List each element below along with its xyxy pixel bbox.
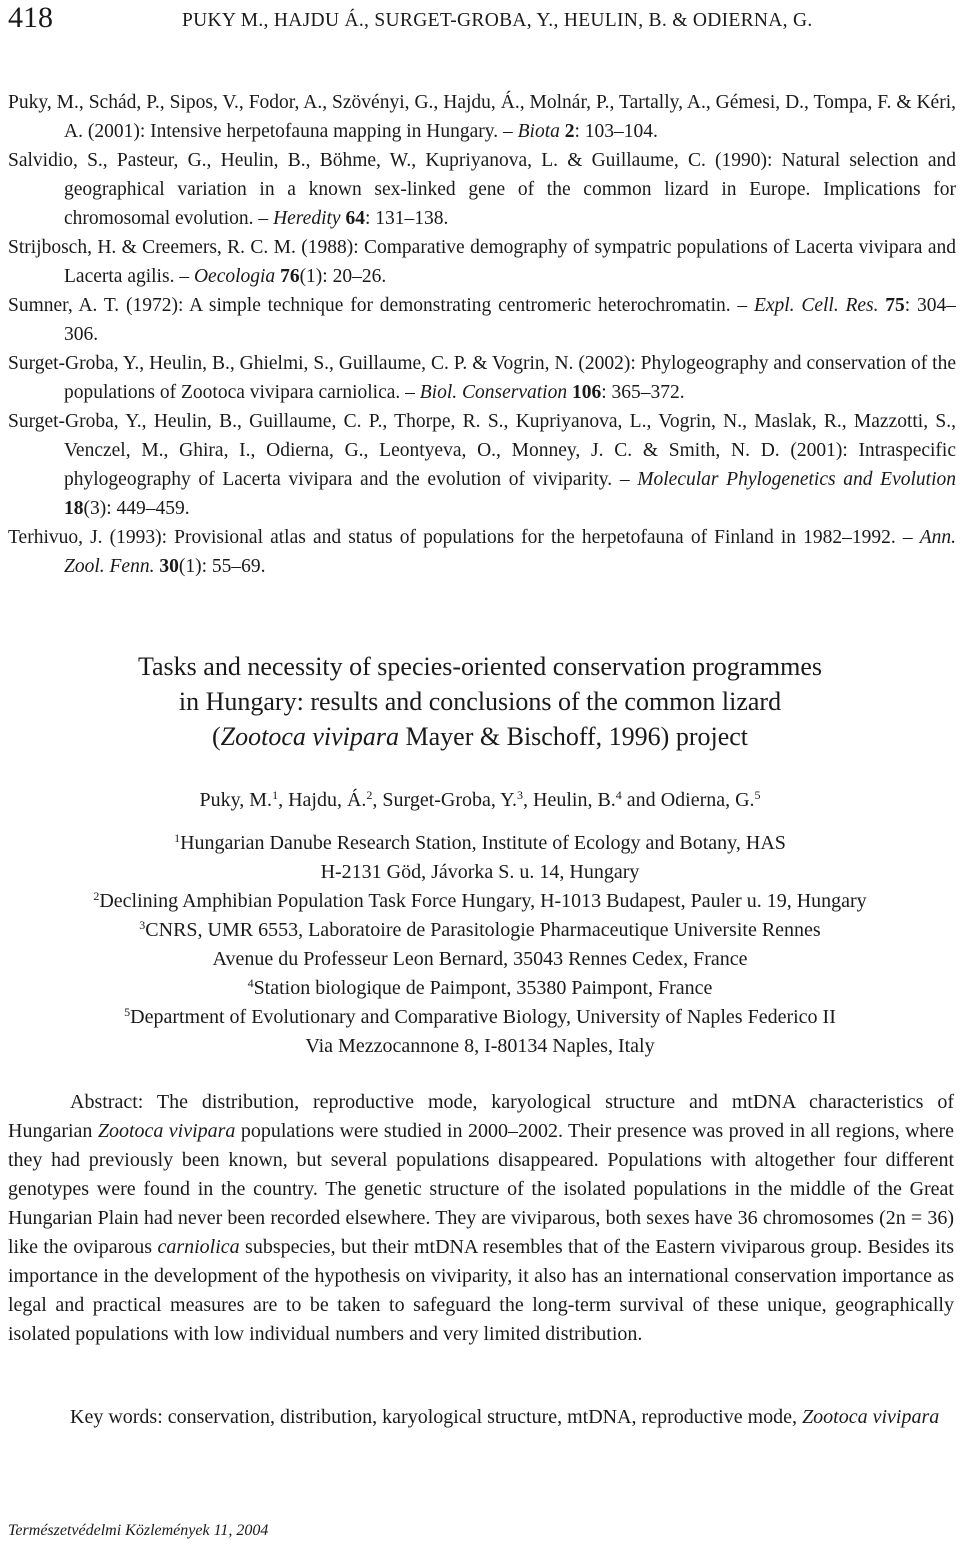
reference-authors: Salvidio, S., Pasteur, G., Heulin, B., Böhme, W., Kupriyanova, L. & Guillaume, C. (1990): Natural selection and geographical variation in a known sex-linked gene of the common lizard in Europe. Implications for chromosomal evolution. –	[8, 150, 956, 229]
running-head: PUKY M., HAJDU Á., SURGET-GROBA, Y., HEULIN, B. & ODIERNA, G.	[182, 10, 813, 31]
reference-authors: Sumner, A. T. (1972): A simple technique for demonstrating centromeric heterochromatin. –	[8, 295, 754, 316]
reference-pages: (1): 55–69.	[178, 556, 266, 577]
reference-journal: Biol. Conservation	[419, 382, 568, 403]
reference-journal: Ann. Zool. Fenn.	[64, 527, 956, 577]
reference-pages: (3): 449–459.	[83, 498, 190, 519]
author-separator: and	[621, 789, 661, 811]
reference-journal: Biota	[517, 121, 560, 142]
author-separator: ,	[278, 789, 289, 811]
author-name: Surget-Groba, Y.	[382, 789, 518, 811]
reference-journal: Expl. Cell. Res.	[753, 295, 879, 316]
affiliation-text: CNRS, UMR 6553, Laboratoire de Parasitologie Pharmaceutique Universite Rennes	[145, 919, 821, 941]
abstract	[8, 1088, 954, 1349]
affiliation-line	[0, 974, 960, 1003]
reference-list	[8, 88, 956, 581]
affiliation-marker: 1	[174, 831, 181, 845]
reference-journal: Molecular Phylogenetics and Evolution	[637, 469, 957, 490]
reference-volume: 76	[280, 266, 300, 287]
reference-item	[8, 407, 956, 523]
reference-authors: Surget-Groba, Y., Heulin, B., Ghielmi, S., Guillaume, C. P. & Vogrin, N. (2002): Phylogeography and conservation of the populations of Zootoca vivipara carniolica. –	[8, 353, 956, 403]
title-line: in Hungary: results and conclusions of the common lizard	[178, 687, 782, 716]
reference-item	[8, 349, 956, 407]
title-line	[0, 719, 960, 754]
author-name: Puky, M.	[199, 789, 273, 811]
author-affiliation-marker: 2	[366, 788, 373, 802]
affiliation-line	[0, 887, 960, 916]
title-species: Zootoca vivipara	[220, 722, 400, 751]
reference-item	[8, 291, 956, 349]
reference-authors: Strijbosch, H. & Creemers, R. C. M. (1988): Comparative demography of sympatric populations of Lacerta vivipara and Lacerta agilis. –	[8, 237, 956, 287]
title-line: Tasks and necessity of species-oriented conservation programmes	[137, 652, 823, 681]
author-name: Heulin, B.	[533, 789, 616, 811]
abstract-text: subspecies, but their mtDNA resembles that of the Eastern viviparous group. Besides its importance in the development of the hypothesis on viviparity, it also has an international conservation importance as legal and practical measures are to be taken to safeguard the long-term survival of these unique, geographically isolated populations with low individual numbers and very limited distribution.	[8, 1236, 954, 1345]
affiliation-line	[0, 1003, 960, 1032]
affiliation-text: Declining Amphibian Population Task Force Hungary, H-1013 Budapest, Pauler u. 19, Hungary	[99, 890, 867, 912]
abstract-text: populations were studied in 2000–2002. Their presence was proved in all regions, where they had previously been known, but several populations disappeared. Populations with altogether four different genotypes were found in the country. The genetic structure of the isolated populations in the middle of the Great Hungarian Plain had never been recorded elsewhere. They are viviparous, both sexes have 36 chromosomes (2n = 36) like the oviparous	[8, 1120, 954, 1258]
affiliation-text: Avenue du Professeur Leon Bernard, 35043 Rennes Cedex, France	[212, 948, 748, 970]
reference-volume: 106	[571, 382, 602, 403]
reference-journal: Heredity	[273, 208, 341, 229]
affiliation-text: Via Mezzocannone 8, I-80134 Naples, Italy	[305, 1035, 655, 1057]
reference-pages: (1): 20–26.	[299, 266, 387, 287]
affiliation-line	[0, 829, 960, 858]
author-affiliation-marker: 3	[517, 788, 524, 802]
author-separator: ,	[523, 789, 534, 811]
reference-pages: : 365–372.	[601, 382, 685, 403]
affiliation-line	[0, 1032, 960, 1061]
keywords	[8, 1403, 954, 1432]
reference-authors: Puky, M., Schád, P., Sipos, V., Fodor, A., Szövényi, G., Hajdu, Á., Molnár, P., Tartally, A., Gémesi, D., Tompa, F. & Kéri, A. (2001): Intensive herpetofauna mapping in Hungary. –	[8, 92, 956, 142]
author-separator: ,	[372, 789, 383, 811]
reference-pages: : 304–306.	[64, 295, 956, 345]
reference-volume: 64	[345, 208, 365, 229]
reference-pages: : 103–104.	[574, 121, 658, 142]
author-affiliation-marker: 1	[272, 788, 279, 802]
author-list	[0, 786, 960, 814]
reference-volume: 2	[564, 121, 575, 142]
affiliation-marker: 2	[93, 889, 100, 903]
keywords-text: Key words: conservation, distribution, karyological structure, mtDNA, reproductive mode,	[70, 1406, 803, 1428]
affiliation-text: Station biologique de Paimpont, 35380 Paimpont, France	[253, 977, 713, 999]
author-name: Odierna, G.	[660, 789, 755, 811]
reference-pages: : 131–138.	[364, 208, 449, 229]
affiliation-text: H-2131 Göd, Jávorka S. u. 14, Hungary	[320, 861, 640, 883]
abstract-species: Zootoca vivipara	[97, 1120, 236, 1142]
reference-item	[8, 88, 956, 146]
reference-item	[8, 523, 956, 581]
reference-item	[8, 233, 956, 291]
abstract-text: Abstract: The distribution, reproductive mode, karyological structure and mtDNA characteristics of Hungarian	[8, 1091, 954, 1142]
reference-item	[8, 146, 956, 233]
reference-authors: Terhivuo, J. (1993): Provisional atlas and status of populations for the herpetofauna of Finland in 1982–1992. –	[8, 527, 920, 548]
keywords-species: Zootoca vivipara	[802, 1406, 940, 1428]
affiliation-marker: 3	[139, 918, 146, 932]
abstract-subspecies: carniolica	[157, 1236, 240, 1258]
affiliation-list	[0, 829, 960, 1061]
title-line-rest: Mayer & Bischoff, 1996) project	[399, 722, 749, 751]
title-paren: (	[211, 722, 221, 751]
reference-volume: 75	[885, 295, 905, 316]
reference-volume: 30	[159, 556, 179, 577]
reference-volume: 18	[64, 498, 84, 519]
author-affiliation-marker: 4	[615, 788, 622, 802]
page-number: 418	[8, 1, 53, 34]
affiliation-text: Department of Evolutionary and Comparative Biology, University of Naples Federico II	[130, 1006, 836, 1028]
page-header	[0, 0, 960, 40]
affiliation-line	[0, 916, 960, 945]
reference-journal: Oecologia	[193, 266, 276, 287]
affiliation-line	[0, 945, 960, 974]
journal-footer: Természetvédelmi Közlemények 11, 2004	[8, 1522, 269, 1539]
affiliation-marker: 5	[124, 1005, 131, 1019]
affiliation-line	[0, 858, 960, 887]
author-affiliation-marker: 5	[754, 788, 761, 802]
affiliation-marker: 4	[247, 976, 254, 990]
paper-title	[0, 649, 960, 754]
reference-authors: Surget-Groba, Y., Heulin, B., Guillaume, C. P., Thorpe, R. S., Kupriyanova, L., Vogrin, N., Maslak, R., Mazzotti, S., Venczel, M., Ghira, I., Odierna, G., Leontyeva, O., Monney, J. C. & Smith, N. D. (2001): Intraspecific phylogeography of Lacerta vivipara and the evolution of viviparity. –	[8, 411, 956, 490]
author-name: Hajdu, Á.	[288, 789, 367, 811]
affiliation-text: Hungarian Danube Research Station, Institute of Ecology and Botany, HAS	[180, 832, 786, 854]
